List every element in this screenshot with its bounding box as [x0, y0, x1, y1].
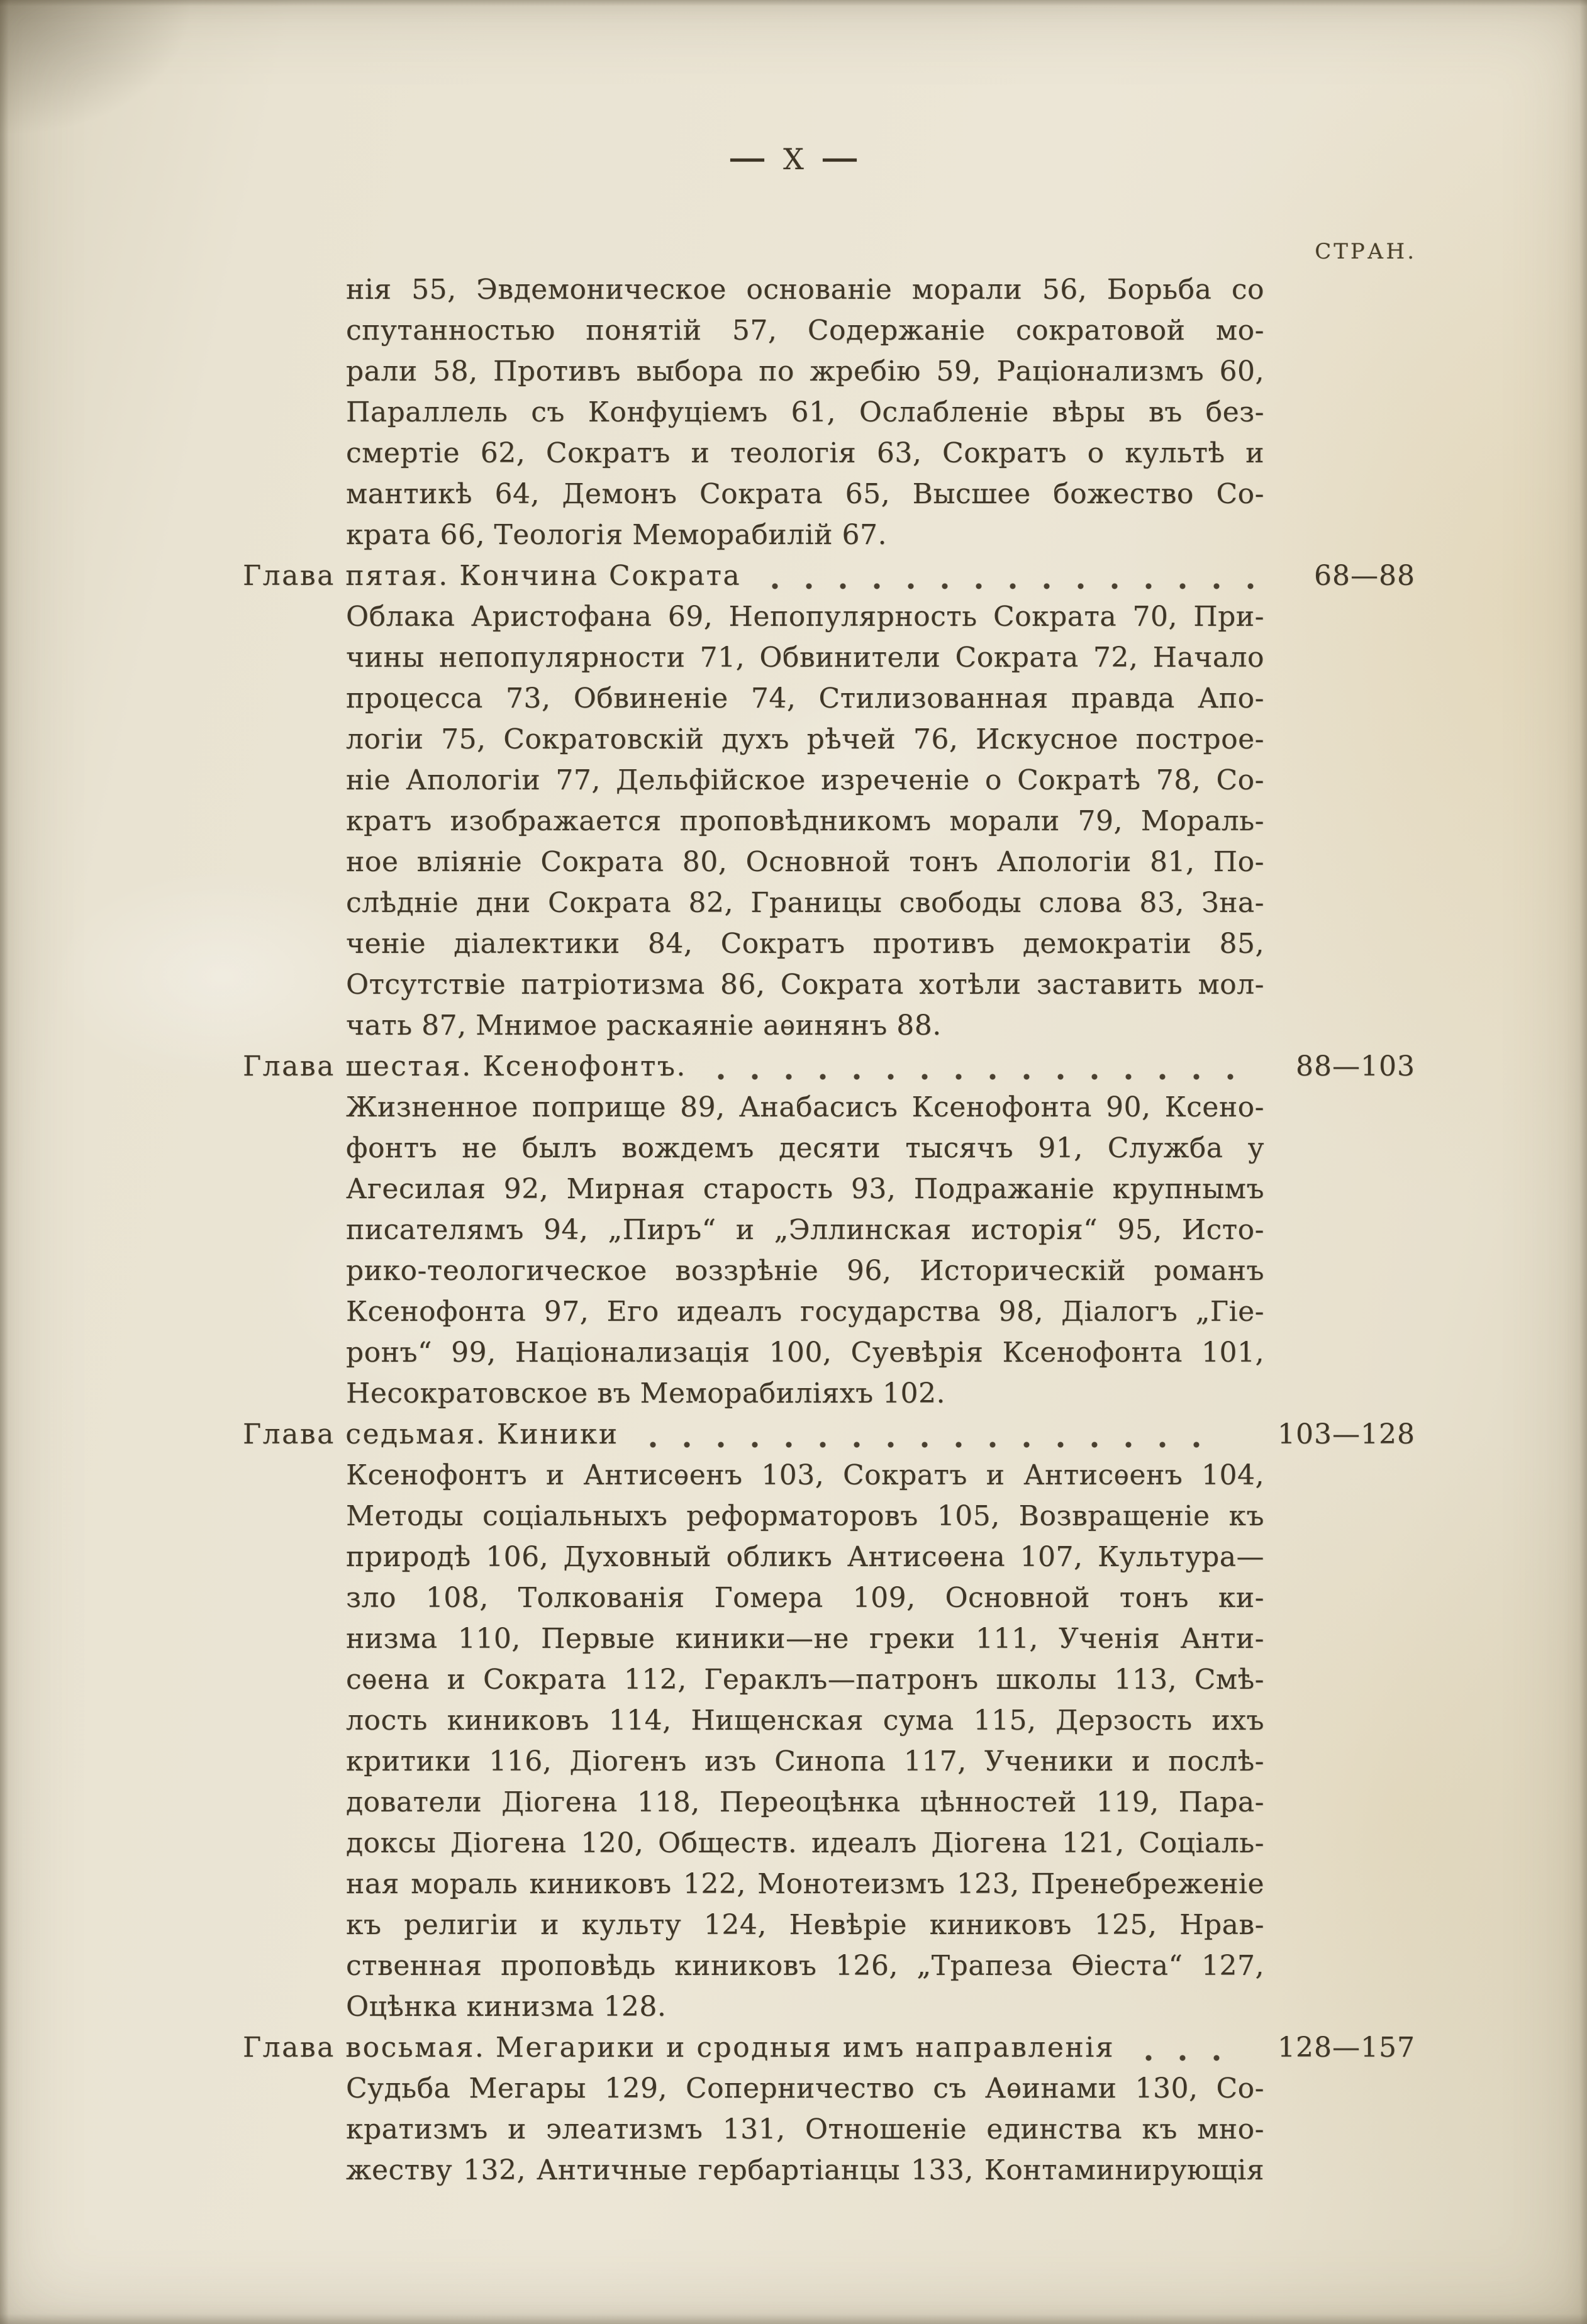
toc-text-line: низма 110, Первые киники—не греки 111, Ученія Анти-: [346, 1623, 1264, 1655]
scan-edge-shadow-right: [1579, 0, 1587, 2324]
toc-chapter-entry: [243, 1414, 1415, 1455]
toc-text-line: ное вліяніе Сократа 80, Основной тонъ Апологіи 81, По-: [346, 846, 1264, 878]
toc-text-line: ніе Апологіи 77, Дельфійское изреченіе о Сократѣ 78, Со-: [346, 764, 1264, 796]
dot-leader: [765, 582, 1259, 591]
toc-text-line: мантикѣ 64, Демонъ Сократа 65, Высшее божество Со-: [346, 478, 1264, 510]
toc-text-line: къ религіи и культу 124, Невѣріе киниковъ 125, Нрав-: [346, 1909, 1264, 1941]
toc-text-line: процесса 73, Обвиненіе 74, Стилизованная правда Апо-: [346, 682, 1264, 714]
toc-chapter-label: Глава шестая. Ксенофонтъ.: [243, 1050, 687, 1082]
toc-text-line: Жизненное поприще 89, Анабасисъ Ксенофонта 90, Ксено-: [346, 1091, 1264, 1123]
toc-text-line: Оцѣнка кинизма 128.: [346, 1991, 667, 2023]
toc-text-line: писателямъ 94, „Пиръ“ и „Эллинская исторія“ 95, Исто-: [346, 1214, 1264, 1246]
scan-edge-shadow-top: [0, 0, 1587, 6]
toc-text-line: логіи 75, Сократовскій духъ рѣчей 76, Искусное построе-: [346, 723, 1264, 755]
toc-text-line: дователи Діогена 118, Переоцѣнка цѣнностей 119, Пара-: [346, 1786, 1264, 1818]
toc-chapter-label: Глава восьмая. Мегарики и сродныя имъ направленія: [243, 2032, 1115, 2064]
folio-rule-left: [730, 158, 764, 162]
toc-text-line: ченіе діалектики 84, Сократъ противъ демократіи 85,: [346, 928, 1264, 960]
toc-text-line: слѣдніе дни Сократа 82, Границы свободы слова 83, Зна-: [346, 887, 1264, 919]
toc-text-line: ронъ“ 99, Націонализація 100, Суевѣрія Ксенофонта 101,: [346, 1337, 1264, 1369]
table-of-contents: [243, 269, 1415, 2191]
toc-text-line: Агесилая 92, Мирная старость 93, Подражаніе крупнымъ: [346, 1173, 1264, 1205]
toc-text-line: нія 55, Эвдемоническое основаніе морали 56, Борьба со: [346, 274, 1264, 306]
scan-edge-shadow-left: [0, 0, 9, 2324]
toc-text-line: Отсутствіе патріотизма 86, Сократа хотѣли заставить мол-: [346, 969, 1264, 1001]
toc-text-line: фонтъ не былъ вождемъ десяти тысячъ 91, Служба у: [346, 1132, 1264, 1164]
dot-leader: [643, 1441, 1222, 1449]
toc-text-line: кратъ изображается проповѣдникомъ морали 79, Мораль-: [346, 805, 1264, 837]
toc-text-line: Параллель съ Конфуціемъ 61, Ослабленіе вѣры въ без-: [346, 396, 1264, 428]
toc-text-line: ственная проповѣдь киниковъ 126, „Трапеза Ѳіеста“ 127,: [346, 1950, 1264, 1982]
page-column-header: СТРАН.: [1315, 239, 1417, 264]
toc-text-line: Методы соціальныхъ реформаторовъ 105, Возвращеніе къ: [346, 1500, 1264, 1532]
toc-text-line: критики 116, Діогенъ изъ Синопа 117, Ученики и послѣ-: [346, 1745, 1264, 1777]
toc-text-line: Несократовское въ Меморабиліяхъ 102.: [346, 1377, 946, 1409]
toc-text-line: сѳена и Сократа 112, Гераклъ—патронъ школы 113, Смѣ-: [346, 1664, 1264, 1696]
toc-text-line: Ксенофонтъ и Антисѳенъ 103, Сократъ и Антисѳенъ 104,: [346, 1459, 1264, 1491]
folio-rule-right: [823, 158, 857, 162]
toc-text-line: лость киниковъ 114, Нищенская сума 115, Дерзость ихъ: [346, 1704, 1264, 1737]
toc-chapter-label: Глава седьмая. Киники: [243, 1418, 619, 1450]
toc-text-line: природѣ 106, Духовный обликъ Антисѳена 107, Культура—: [346, 1541, 1264, 1573]
toc-text-line: чать 87, Мнимое раскаяніе аѳинянъ 88.: [346, 1009, 942, 1042]
toc-text-line: спутанностью понятій 57, Содержаніе сократовой мо-: [346, 314, 1264, 347]
toc-page-range: 68—88: [1314, 560, 1415, 592]
toc-text-line: доксы Діогена 120, Обществ. идеалъ Діогена 121, Соціаль-: [346, 1827, 1264, 1859]
dot-leader: [711, 1073, 1240, 1081]
toc-text-line: зло 108, Толкованія Гомера 109, Основной тонъ ки-: [346, 1582, 1264, 1614]
folio-number: X: [783, 142, 804, 176]
toc-page-range: 88—103: [1296, 1050, 1415, 1082]
dot-leader: [1139, 2054, 1222, 2062]
toc-chapter-entry: [243, 555, 1415, 596]
toc-text-line: смертіе 62, Сократъ и теологія 63, Сократъ о культѣ и: [346, 437, 1264, 469]
toc-chapter-entry: [243, 1046, 1415, 1087]
toc-chapter-entry: [243, 2027, 1415, 2068]
toc-text-line: Ксенофонта 97, Его идеалъ государства 98, Діалогъ „Гіе-: [346, 1296, 1264, 1328]
toc-text-line: кратизмъ и элеатизмъ 131, Отношеніе единства къ мно-: [346, 2113, 1264, 2145]
toc-text-line: ная мораль киниковъ 122, Монотеизмъ 123, Пренебреженіе: [346, 1868, 1264, 1900]
toc-text-line: Облака Аристофана 69, Непопулярность Сократа 70, При-: [346, 601, 1264, 633]
toc-text-line: крата 66, Теологія Меморабилій 67.: [346, 519, 887, 551]
toc-page-range: 103—128: [1278, 1418, 1415, 1450]
folio-header: [0, 142, 1587, 176]
toc-text-line: рико-теологическое воззрѣніе 96, Историческій романъ: [346, 1255, 1264, 1287]
toc-text-line: Судьба Мегары 129, Соперничество съ Аѳинами 130, Со-: [346, 2072, 1264, 2104]
toc-chapter-label: Глава пятая. Кончина Сократа: [243, 560, 742, 592]
toc-page-range: 128—157: [1278, 2032, 1415, 2064]
toc-text-line: чины непопулярности 71, Обвинители Сократа 72, Начало: [346, 642, 1264, 674]
toc-text-line: жеству 132, Античные гербартіанцы 133, Контаминирующія: [346, 2154, 1264, 2186]
scan-edge-shadow-bottom: [0, 2314, 1587, 2324]
toc-text-line: рали 58, Противъ выбора по жребію 59, Раціонализмъ 60,: [346, 355, 1264, 387]
